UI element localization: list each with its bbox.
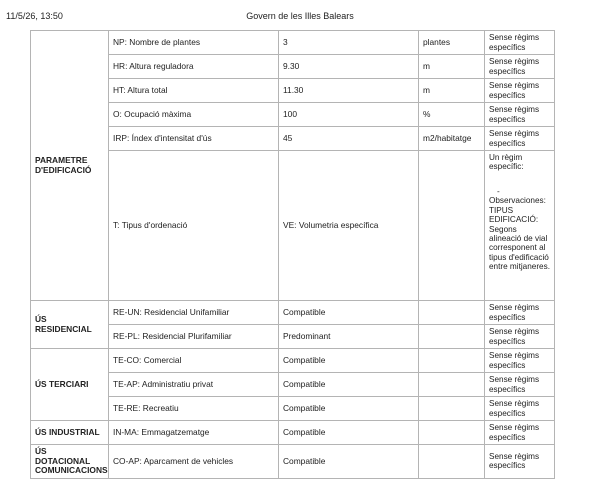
param-cell: T: Tipus d'ordenació <box>109 151 279 301</box>
unit-cell <box>419 373 485 397</box>
unit-cell <box>419 301 485 325</box>
value-cell: Compatible <box>279 301 419 325</box>
value-cell: 3 <box>279 31 419 55</box>
table-row <box>31 301 555 325</box>
regim-cell: Sense règims específics <box>485 301 555 325</box>
regim-cell: Sense règims específics <box>485 127 555 151</box>
unit-cell: m <box>419 55 485 79</box>
param-cell: HT: Altura total <box>109 79 279 103</box>
table-row <box>31 373 555 397</box>
section-label-parametre: PARAMETRE D'EDIFICACIÓ <box>31 31 109 301</box>
value-cell: Compatible <box>279 397 419 421</box>
param-cell: CO-AP: Aparcament de vehicles <box>109 445 279 479</box>
regim-cell: Sense règims específics <box>485 349 555 373</box>
value-cell: 45 <box>279 127 419 151</box>
param-cell: TE-AP: Administratiu privat <box>109 373 279 397</box>
param-cell: IN-MA: Emmagatzematge <box>109 421 279 445</box>
unit-cell <box>419 349 485 373</box>
regim-cell-detail <box>485 151 555 301</box>
table-row <box>31 103 555 127</box>
urban-parameters-table <box>30 30 555 479</box>
value-cell: Compatible <box>279 421 419 445</box>
page-title: Govern de les Illes Balears <box>246 11 354 21</box>
param-cell: RE-UN: Residencial Unifamiliar <box>109 301 279 325</box>
param-cell: HR: Altura reguladora <box>109 55 279 79</box>
regim-bullet: - <box>497 186 500 196</box>
regim-cell: Sense règims específics <box>485 397 555 421</box>
regim-cell: Sense règims específics <box>485 79 555 103</box>
regim-cell: Sense règims específics <box>485 103 555 127</box>
regim-cell: Sense règims específics <box>485 325 555 349</box>
unit-cell <box>419 151 485 301</box>
regim-cell: Sense règims específics <box>485 55 555 79</box>
value-cell: Compatible <box>279 373 419 397</box>
table-row <box>31 151 555 301</box>
table-row <box>31 55 555 79</box>
unit-cell <box>419 421 485 445</box>
unit-cell <box>419 325 485 349</box>
section-label-terciari: ÚS TERCIARI <box>31 349 109 421</box>
table-row <box>31 421 555 445</box>
unit-cell: % <box>419 103 485 127</box>
section-label-industrial: ÚS INDUSTRIAL <box>31 421 109 445</box>
value-cell: 100 <box>279 103 419 127</box>
regim-observations: Observaciones: TIPUS EDIFICACIÓ: Segons alineació de vial corresponent al tipus d'edificació entre mitjaneres. <box>489 196 550 272</box>
unit-cell: m <box>419 79 485 103</box>
value-cell: VE: Volumetria específica <box>279 151 419 301</box>
unit-cell: plantes <box>419 31 485 55</box>
regim-cell: Sense règims específics <box>485 373 555 397</box>
table-row <box>31 79 555 103</box>
param-cell: IRP: Índex d'intensitat d'ús <box>109 127 279 151</box>
value-cell: Predominant <box>279 325 419 349</box>
value-cell: Compatible <box>279 349 419 373</box>
regim-cell: Sense règims específics <box>485 31 555 55</box>
section-label-dotacional: ÚS DOTACIONAL COMUNICACIONS <box>31 445 109 479</box>
param-cell: NP: Nombre de plantes <box>109 31 279 55</box>
param-cell: TE-RE: Recreatiu <box>109 397 279 421</box>
print-datetime: 11/5/26, 13:50 <box>6 11 63 21</box>
value-cell: 11.30 <box>279 79 419 103</box>
regim-cell: Sense règims específics <box>485 445 555 479</box>
section-label-residencial: ÚS RESIDENCIAL <box>31 301 109 349</box>
table-row <box>31 349 555 373</box>
regim-cell: Sense règims específics <box>485 421 555 445</box>
regim-summary: Un règim específic: <box>489 153 524 172</box>
param-cell: TE-CO: Comercial <box>109 349 279 373</box>
param-cell: RE-PL: Residencial Plurifamiliar <box>109 325 279 349</box>
table-row <box>31 325 555 349</box>
param-cell: O: Ocupació màxima <box>109 103 279 127</box>
unit-cell <box>419 397 485 421</box>
value-cell: Compatible <box>279 445 419 479</box>
unit-cell: m2/habitatge <box>419 127 485 151</box>
table-row <box>31 127 555 151</box>
table-row <box>31 31 555 55</box>
value-cell: 9.30 <box>279 55 419 79</box>
table-row <box>31 397 555 421</box>
